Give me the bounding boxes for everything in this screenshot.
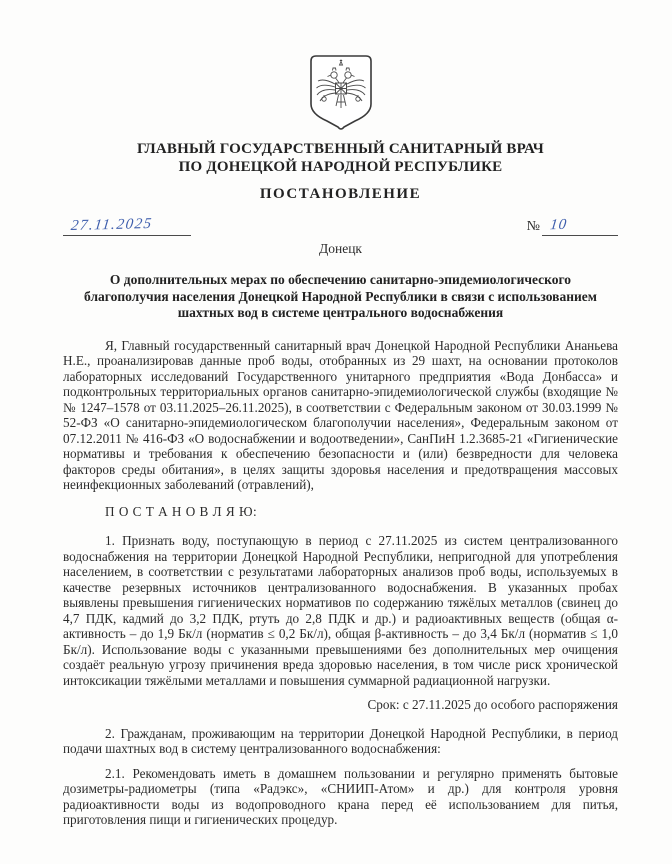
document-type-heading: ПОСТАНОВЛЕНИЕ bbox=[259, 186, 422, 202]
item-2-paragraph: 2. Гражданам, проживающим на территории Донецкой Народной Республики, в период подачи шахтных вод в систему централизованного водоснабжения: bbox=[63, 725, 618, 756]
item-1-paragraph: 1. Признать воду, поступающую в период с 27.11.2025 из систем централизованного водоснабжения на территории Донецкой Народной Республики, непригодной для употребления населением, в соответствии с результатами лабораторных анализов проб воды, используемых в качестве резервных источников централизованного водоснабжения. В указанных пробах выявлены превышения гигиенических нормативов по содержанию тяжёлых металлов (свинец до 4,7 ПДК, кадмий до 3,2 ПДК, ртуть до 2,8 ПДК и др.) и радиоактивных веществ (общая α-активность – до 1,9 Бк/л (норматив ≤ 0,2 Бк/л), общая β-активность – до 3,4 Бк/л (норматив ≤ 1,0 Бк/л). Использование воды с указанными превышениями без дополнительных мер очищения создаёт реальную угрозу причинения вреда здоровью населения, в том числе риск хронической интоксикации тяжёлыми металлами и повышения суммарной радиационной нагрузки. bbox=[63, 533, 618, 688]
date-field bbox=[63, 216, 191, 236]
city-line: Донецк bbox=[319, 241, 362, 256]
org-name-line1: ГЛАВНЫЙ ГОСУДАРСТВЕННЫЙ САНИТАРНЫЙ ВРАЧ bbox=[136, 141, 544, 157]
number-sign: № bbox=[526, 219, 540, 234]
coat-of-arms-emblem bbox=[307, 54, 375, 134]
handwritten-number: 10 bbox=[549, 216, 569, 234]
date-number-row bbox=[63, 210, 618, 236]
number-field bbox=[527, 216, 618, 236]
preamble-paragraph: Я, Главный государственный санитарный врач Донецкой Народной Республики Ананьева Н.Е., проанализировав данные проб воды, отобранных из 29 шахт, на основании протоколов лабораторных исследований Государственного унитарного предприятия «Вода Донбасса» и подконтрольных территориальных органов санитарно-эпидемиологической службы (входящие №№ 1247–1578 от 03.11.2025–26.11.2025), в соответствии с Федеральным законом от 30.03.1999 № 52-ФЗ «О санитарно-эпидемиологическом благополучии населения», Федеральным законом от 07.12.2011 № 416-ФЗ «О водоснабжении и водоотведении», СанПиН 1.2.3685-21 «Гигиенические нормативы и требования к обеспечению безопасности и (или) безвредности для человека факторов среды обитания», в целях защиты здоровья населения и предотвращения массовых неинфекционных заболеваний (отравлений), bbox=[63, 337, 618, 492]
term-line: Срок: с 27.11.2025 до особого распоряжения bbox=[367, 697, 618, 712]
number-line bbox=[542, 216, 618, 236]
handwritten-date: 27.11.2025 bbox=[70, 215, 154, 235]
double-headed-eagle-shield-icon bbox=[307, 54, 375, 134]
resolve-word: П О С Т А Н О В Л Я Ю: bbox=[105, 503, 258, 519]
org-name-line2: ПО ДОНЕЦКОЙ НАРОДНОЙ РЕСПУБЛИКЕ bbox=[178, 159, 503, 175]
document-body bbox=[63, 338, 618, 828]
item-2-1-paragraph: 2.1. Рекомендовать иметь в домашнем пользовании и регулярно применять бытовые дозиметры-радиометры (типа «Радэкс», «СНИИП-Атом» и др.) для контроля уровня радиоактивности воды из водопроводного крана перед её использованием для питья, приготовления пищи и гигиенических процедур. bbox=[63, 765, 618, 827]
document-title: О дополнительных мерах по обеспечению санитарно-эпидемиологического благополучия населения Донецкой Народной Республики в связи с использованием шахтных вод в системе центрального водоснабжения bbox=[84, 272, 597, 320]
